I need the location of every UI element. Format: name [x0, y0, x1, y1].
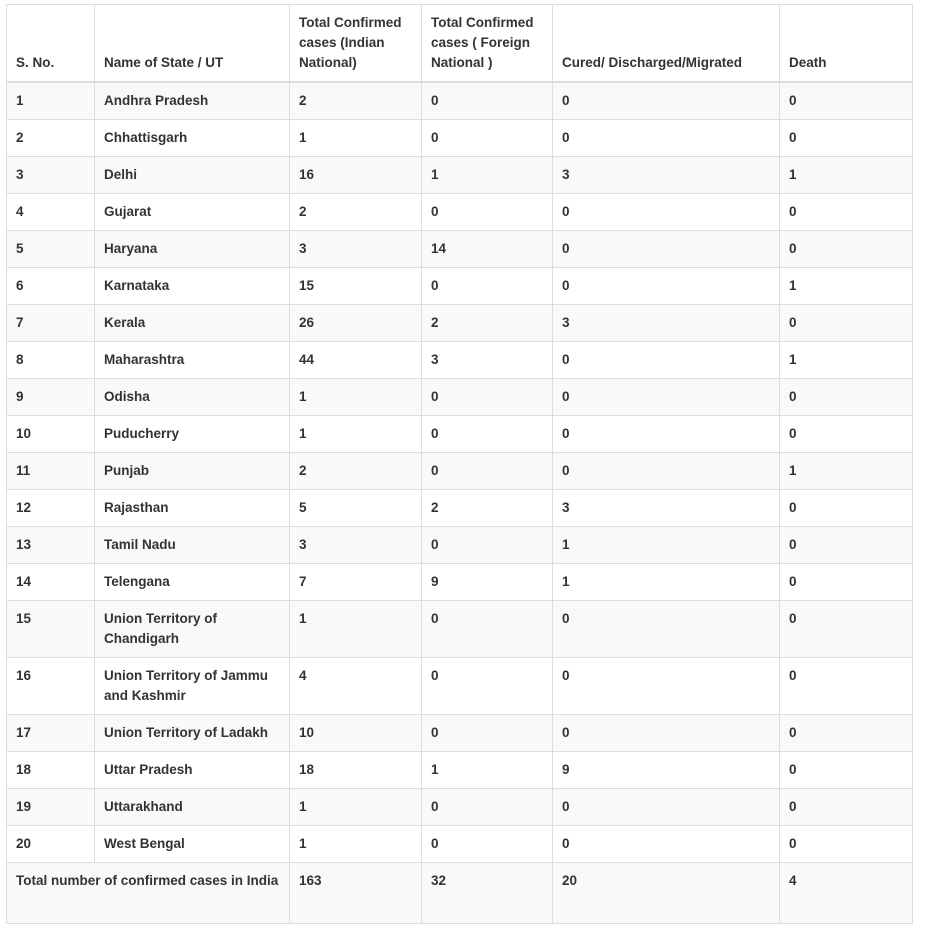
state-name-cell: Uttarakhand [95, 789, 290, 826]
total-foreign-cases: 32 [422, 863, 553, 924]
total-label: Total number of confirmed cases in India [7, 863, 290, 924]
death-cell: 0 [780, 120, 913, 157]
indian-cases-cell: 1 [290, 120, 422, 157]
serial-number-cell: 2 [7, 120, 95, 157]
indian-cases-cell: 2 [290, 82, 422, 120]
foreign-cases-cell: 9 [422, 564, 553, 601]
indian-cases-cell: 1 [290, 601, 422, 658]
cured-cell: 3 [553, 305, 780, 342]
table-row [7, 305, 913, 342]
cured-cell: 0 [553, 453, 780, 490]
death-cell: 0 [780, 231, 913, 268]
table-row [7, 789, 913, 826]
foreign-cases-cell: 0 [422, 527, 553, 564]
total-row [7, 863, 913, 924]
indian-cases-cell: 3 [290, 231, 422, 268]
state-name-cell: Andhra Pradesh [95, 82, 290, 120]
foreign-cases-cell: 0 [422, 82, 553, 120]
serial-number-cell: 4 [7, 194, 95, 231]
table-row [7, 826, 913, 863]
state-name-cell: Punjab [95, 453, 290, 490]
foreign-cases-cell: 0 [422, 826, 553, 863]
cured-cell: 3 [553, 490, 780, 527]
cured-cell: 0 [553, 194, 780, 231]
cured-cell: 0 [553, 268, 780, 305]
table-row [7, 342, 913, 379]
header-row [7, 5, 913, 83]
serial-number-cell: 7 [7, 305, 95, 342]
state-name-cell: Union Territory of Ladakh [95, 715, 290, 752]
serial-number-cell: 15 [7, 601, 95, 658]
serial-number-cell: 8 [7, 342, 95, 379]
header-death: Death [780, 5, 913, 83]
death-cell: 0 [780, 752, 913, 789]
cured-cell: 1 [553, 564, 780, 601]
death-cell: 1 [780, 157, 913, 194]
indian-cases-cell: 10 [290, 715, 422, 752]
death-cell: 0 [780, 826, 913, 863]
foreign-cases-cell: 0 [422, 601, 553, 658]
table-row [7, 752, 913, 789]
state-name-cell: Chhattisgarh [95, 120, 290, 157]
cured-cell: 9 [553, 752, 780, 789]
death-cell: 0 [780, 715, 913, 752]
death-cell: 0 [780, 194, 913, 231]
total-cured: 20 [553, 863, 780, 924]
death-cell: 0 [780, 490, 913, 527]
state-name-cell: Telengana [95, 564, 290, 601]
table-header [7, 5, 913, 83]
death-cell: 0 [780, 82, 913, 120]
serial-number-cell: 14 [7, 564, 95, 601]
state-name-cell: Karnataka [95, 268, 290, 305]
foreign-cases-cell: 0 [422, 453, 553, 490]
state-name-cell: Delhi [95, 157, 290, 194]
serial-number-cell: 10 [7, 416, 95, 453]
death-cell: 0 [780, 527, 913, 564]
indian-cases-cell: 4 [290, 658, 422, 715]
indian-cases-cell: 15 [290, 268, 422, 305]
state-name-cell: Uttar Pradesh [95, 752, 290, 789]
foreign-cases-cell: 0 [422, 379, 553, 416]
indian-cases-cell: 5 [290, 490, 422, 527]
header-foreign-national-cases: Total Confirmed cases ( Foreign National ) [422, 5, 553, 83]
table-row [7, 601, 913, 658]
state-name-cell: Haryana [95, 231, 290, 268]
death-cell: 0 [780, 658, 913, 715]
cured-cell: 0 [553, 82, 780, 120]
total-indian-cases: 163 [290, 863, 422, 924]
indian-cases-cell: 1 [290, 826, 422, 863]
serial-number-cell: 3 [7, 157, 95, 194]
death-cell: 1 [780, 342, 913, 379]
state-name-cell: Puducherry [95, 416, 290, 453]
death-cell: 0 [780, 789, 913, 826]
table-row [7, 157, 913, 194]
total-death: 4 [780, 863, 913, 924]
cured-cell: 0 [553, 658, 780, 715]
foreign-cases-cell: 2 [422, 490, 553, 527]
header-cured-discharged: Cured/ Discharged/Migrated [553, 5, 780, 83]
serial-number-cell: 9 [7, 379, 95, 416]
table-body [7, 82, 913, 863]
death-cell: 0 [780, 601, 913, 658]
table-footer [7, 863, 913, 924]
table-row [7, 120, 913, 157]
state-name-cell: Union Territory of Jammu and Kashmir [95, 658, 290, 715]
cured-cell: 0 [553, 826, 780, 863]
table-row [7, 82, 913, 120]
state-name-cell: Tamil Nadu [95, 527, 290, 564]
cured-cell: 0 [553, 379, 780, 416]
foreign-cases-cell: 0 [422, 416, 553, 453]
serial-number-cell: 16 [7, 658, 95, 715]
foreign-cases-cell: 0 [422, 715, 553, 752]
indian-cases-cell: 44 [290, 342, 422, 379]
serial-number-cell: 18 [7, 752, 95, 789]
table-row [7, 527, 913, 564]
cured-cell: 0 [553, 715, 780, 752]
cured-cell: 0 [553, 342, 780, 379]
foreign-cases-cell: 1 [422, 157, 553, 194]
foreign-cases-cell: 2 [422, 305, 553, 342]
serial-number-cell: 6 [7, 268, 95, 305]
header-state-name: Name of State / UT [95, 5, 290, 83]
state-name-cell: Maharashtra [95, 342, 290, 379]
indian-cases-cell: 1 [290, 379, 422, 416]
table-row [7, 416, 913, 453]
indian-cases-cell: 1 [290, 789, 422, 826]
table-row [7, 658, 913, 715]
foreign-cases-cell: 14 [422, 231, 553, 268]
cured-cell: 0 [553, 601, 780, 658]
serial-number-cell: 20 [7, 826, 95, 863]
cured-cell: 0 [553, 120, 780, 157]
header-serial-number: S. No. [7, 5, 95, 83]
serial-number-cell: 5 [7, 231, 95, 268]
indian-cases-cell: 1 [290, 416, 422, 453]
header-indian-national-cases: Total Confirmed cases (Indian National) [290, 5, 422, 83]
indian-cases-cell: 2 [290, 453, 422, 490]
state-name-cell: West Bengal [95, 826, 290, 863]
death-cell: 0 [780, 564, 913, 601]
state-name-cell: Gujarat [95, 194, 290, 231]
foreign-cases-cell: 0 [422, 789, 553, 826]
table-row [7, 453, 913, 490]
foreign-cases-cell: 0 [422, 120, 553, 157]
foreign-cases-cell: 3 [422, 342, 553, 379]
state-name-cell: Rajasthan [95, 490, 290, 527]
foreign-cases-cell: 1 [422, 752, 553, 789]
table-row [7, 231, 913, 268]
serial-number-cell: 19 [7, 789, 95, 826]
state-name-cell: Odisha [95, 379, 290, 416]
state-cases-table [6, 4, 913, 924]
serial-number-cell: 17 [7, 715, 95, 752]
indian-cases-cell: 7 [290, 564, 422, 601]
serial-number-cell: 12 [7, 490, 95, 527]
table-row [7, 194, 913, 231]
table-row [7, 379, 913, 416]
death-cell: 0 [780, 416, 913, 453]
table-row [7, 564, 913, 601]
state-name-cell: Union Territory of Chandigarh [95, 601, 290, 658]
table-row [7, 715, 913, 752]
foreign-cases-cell: 0 [422, 658, 553, 715]
serial-number-cell: 11 [7, 453, 95, 490]
cured-cell: 0 [553, 231, 780, 268]
table-row [7, 490, 913, 527]
table-row [7, 268, 913, 305]
indian-cases-cell: 18 [290, 752, 422, 789]
indian-cases-cell: 16 [290, 157, 422, 194]
cured-cell: 1 [553, 527, 780, 564]
cured-cell: 0 [553, 789, 780, 826]
death-cell: 0 [780, 305, 913, 342]
foreign-cases-cell: 0 [422, 268, 553, 305]
foreign-cases-cell: 0 [422, 194, 553, 231]
death-cell: 0 [780, 379, 913, 416]
indian-cases-cell: 3 [290, 527, 422, 564]
death-cell: 1 [780, 453, 913, 490]
indian-cases-cell: 2 [290, 194, 422, 231]
indian-cases-cell: 26 [290, 305, 422, 342]
state-name-cell: Kerala [95, 305, 290, 342]
cured-cell: 0 [553, 416, 780, 453]
death-cell: 1 [780, 268, 913, 305]
cured-cell: 3 [553, 157, 780, 194]
serial-number-cell: 13 [7, 527, 95, 564]
serial-number-cell: 1 [7, 82, 95, 120]
